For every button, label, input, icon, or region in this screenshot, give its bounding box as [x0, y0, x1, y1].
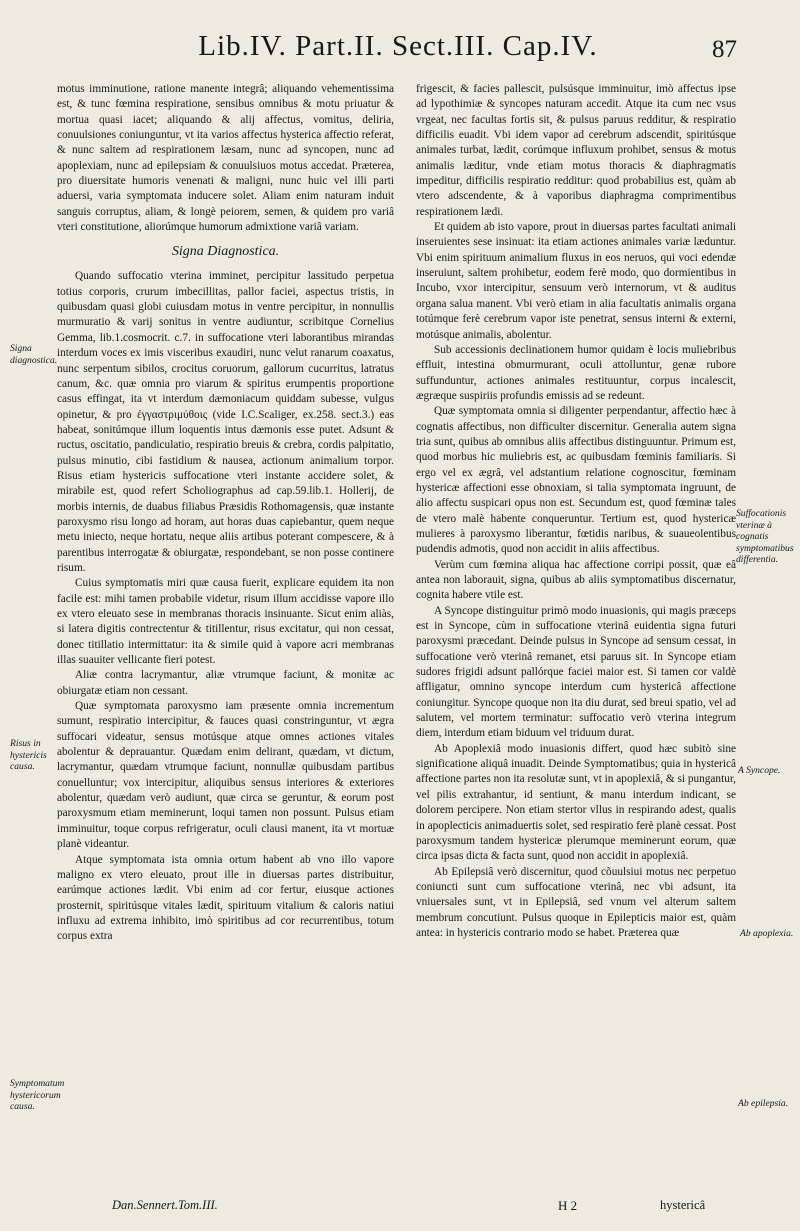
left-column [57, 82, 394, 945]
right-paragraph-4: Quæ symptomata omnia si diligenter perpendantur, affectio hæc à cognatis affectibus, non difficulter discernitur. Generalia autem signa tria sunt, quibus ab omnibus aliis affectibus distinguuntur. Primum est, quod morbus hic muliebris est, ac quibusdam fœminis familiaris. Si ergo vel ex ægrâ, vel adstantium relatione cognoscitur, fœminam hystericæ affectioni esse obnoxiam, si talia symptomata ingruunt, de alio affectu suspicari opus non est. Secundum est, quod fœminæ tales de vtero malè habente conqueruntur. Tertium est, quod hystericæ mulieres à paroxysmo liberantur, fœtidis naribus, & suaueolentibus pudendis admotis, quod non accidit in aliis affectibus. [416, 405, 736, 556]
margin-note-signa-diagnostica: Signa diagnostica. [10, 343, 58, 366]
margin-note-ab-epilepsia: Ab epilepsia. [738, 1098, 789, 1109]
left-paragraph-4: Aliæ contra lacrymantur, aliæ vtrumque faciunt, & monitæ ac obiurgatæ etiam non cessant. [57, 669, 394, 697]
right-paragraph-5: Verùm cum fœmina aliqua hac affectione corripi possit, quæ eâ antea non laborauit, signa, quibus ab aliis symptomatibus discernatur, cognita habere vtile est. [416, 558, 736, 602]
right-paragraph-6: A Syncope distinguitur primò modo inuasionis, qui magis præceps est in Syncope, cùm in suffocatione vterinâ euidentia signa futuri paroxysmi præcedant. Deinde pulsus in Syncope ad sensum cessat, in suffocatione verò vterinâ remanet, etsi paruus sit. In Syncope etiam sudores frigidi adsunt pallórque faciei maior est. Si tamen cor valdè affligatur, omnino syncope interdum cum hystericâ affectione coniungitur. Syncope quoque non ita diu durat, sed breui spatio, vel ad salutem, vel mortem terminatur: suffocatio verò vterina integrum diem, interdum etiam biduum vel triduum durat. [416, 604, 736, 740]
running-title: Lib.IV. Part.II. Sect.III. Cap.IV. [198, 30, 598, 62]
margin-note-risus-causa: Risus in hystericis causa. [10, 738, 47, 772]
margin-note-a-syncope: A Syncope. [738, 765, 781, 776]
margin-note-suffocationis-differentia: Suffocationis vterinæ à cognatis symptomatibus differentia. [736, 508, 794, 565]
margin-note-symptomatum-causa: Symptomatum hystericorum causa. [10, 1078, 65, 1112]
section-heading: Signa Diagnostica. [171, 244, 280, 260]
right-paragraph-3: Sub accessionis declinationem humor quidam è locis muliebribus effluit, intestina obmurmurant, oculi attolluntur, genæ rubore suffunduntur, actiones animales restituuntur, corpus incalescit, ægræque suspiriis profundis emissis ad se redeunt. [416, 343, 736, 402]
right-paragraph-8: Ab Epilepsiâ verò discernitur, quod cõuulsiui motus nec perpetuo coniuncti sunt cum suffocatione vterinâ, nec vbi adsunt, ita vniuersales sunt, vt in Epilepsiâ, sed vnum vel alterum saltem membrum concutiunt. Pulsus quoque in Epilepticis maior est, quàm antea: in hystericis contrario modo se habet. Præterea quæ [416, 865, 736, 939]
footer-signature: H 2 [558, 1198, 578, 1213]
left-paragraph-3: Cuius symptomatis miri quæ causa fuerit, explicare equidem ita non facile est: mihi tamen probabile videtur, risum illum accidisse vapore illo ex vtero eleuato sese in membranas thoracis insinuante. Sicut enim aliàs, si latera digitis contrectentur & titillentur, risus excitatur, qui non cessat, donec titillatio intermittatur: ita & simile quid à vapore acri membranas illas suauiter vellicante fieri potest. [57, 577, 394, 667]
right-paragraph-1: frigescit, & facies pallescit, pulsúsque imminuitur, imò affectus ipse ad lypothimiæ & syncopes naturam accedit. Atque ita cum nec vsus vrgeat, nec facultas fortis sit, & pulsus paruus redditur, & respiratio difficilis euadit. Vbi idem vapor ad cerebrum adscendit, spiritúsque animales turbat, lædit, corúmque influxum prohibet, sensus & motus animalis læditur, vnde etiam motus thoracis & diaphragmatis impeditur, difficilis respiratio redditur: quod probabilius est, quàm ab vtero adscendente, & à vaporibus diaphragma comprimentibus respirationem lædi. [416, 83, 736, 218]
left-paragraph-6: Atque symptomata ista omnia ortum habent ab vno illo vapore maligno ex vtero eleuato, prout ille in diuersas partes distribuitur, earúmque actiones lædit. Vbi enim ad cor fertur, eiusque actiones prosternit, spiritúsque vitales lædit, spirituum vitalium & caloris natiui influxu ad extrema inhibito, imò spiritibus ad cor recurrentibus, totum corpus extra [57, 853, 394, 943]
footer-catchword: hystericâ [660, 1198, 706, 1212]
margin-note-ab-apoplexia: Ab apoplexia. [740, 928, 794, 939]
left-paragraph-1: motus imminutione, ratione manente integrâ; aliquando vehementissima est, & tunc fœmina respiratione, sensibus omnibus & motu priuatur & mortua quasi iacet; aliquando & alij affectus, vomitus, deliria, conuulsiones coniunguntur, vt ita varios affectus hysterica affectio referat, & nunc saltem ad respirationem læsam, nunc ad syncopen, nunc ad apoplexiam, nunc ad epilepsiam & conuulsiuos motus accedat. Præterea, pro diuersitate humoris venenati & maligni, nunc huic vel illi parti aduersi, varia symptomata inducere solet. Aliam enim naturam induit sanguis corruptus, aliam, & longè peiorem, semen, & quidem pro variâ vteri constitutione, aliorúmque humorum admixtione variâ variam. [57, 83, 394, 234]
left-paragraph-5: Quæ symptomata paroxysmo iam præsente omnia incrementum sumunt, respiratio intercipitur, & fauces quasi constringuntur, vt ægra suffocari videatur, sensus motúsque atque omnes actiones vitales abolentur & deprauantur. Quædam enim delirant, quædam, vt dictum, lacrymantur, quædam vtrumque faciunt, nonnullæ quibusdam partibus conuelluntur; vox intercipitur, aliquibus sensus interiores & exteriores abolentur, quædam verò audiunt, quæ circa se geruntur, & eorum post paroxysmum etiam meminerunt, loqui tamen non possunt. Pulsus etiam imminuitur, toque corpus refrigeratur, oculi clausi manent, ita vt mortuæ planè videantur. [57, 700, 394, 851]
footer-author-volume: Dan.Sennert.Tom.III. [112, 1198, 218, 1212]
right-paragraph-7: Ab Apoplexiâ modo inuasionis differt, quod hæc subitò sine significatione aliquâ inuadit. Deinde Symptomatibus; quia in hystericâ affectione partes non ita resolutæ sunt, vt in apoplexiâ, & si pungantur, vel pilis extrahantur, id sentiunt, & manu interdum indicant, se dolorem percipere. Non etiam stertor vllus in respirando adest, qualis in apoplecticis animaduertis solet, sed respiratio ferè planè cessat. Post paroxysmum tandem hystericæ plerumque meminerunt eorum, quæ circa ipsas dicta & facta sunt, quod non accidit in apoplexiâ. [416, 742, 736, 863]
right-column [416, 82, 736, 941]
right-paragraph-2: Et quidem ab isto vapore, prout in diuersas partes facultati animali inseruientes sese insinuat: ita etiam actiones animales variæ læduntur. Vbi enim spirituum animalium fluxus in eos neruos, qui voci edendæ inseruiunt, saltem prohibetur, eodem ferè modo, quo dormientibus in Incubo, vxor intercipitur, sensuum verò internorum, vt & auditus organa salua manent. Vbi verò etiam in alia facultatis animalis organa totúmque ferè cerebrum vapor iste penetrat, sensus interni & externi, motúsque animalis, abolentur. [416, 221, 736, 341]
page-number: 87 [712, 36, 737, 63]
left-paragraph-2: Quando suffocatio vterina imminet, percipitur lassitudo perpetua totius corporis, crurum imbecillitas, pallor faciei, aspectus tristis, in quibusdam quasi globi cuiusdam motus in ventre percipitur, in nonnullis murmuratio & varij sonitus in ventre audiuntur, scribitque Cornelius Gemma, lib.1.cosmocrit. c.7. in suffocatione vteri laborantibus mirandas interdum voces ex imis visceribus exaudiri, nunc velut ranarum coaxatus, nunc serpentum sibilos, crocitus coruorum, gallorum cucurritus, latratus canum, &c. quæ omnia pro viarum & spiritus erumpentis proportione casus effingat, ita vt interdum dæmoniacum quiddam subesse, vulgus opinetur, & pro ἐγγαστριμύθοις (vide I.C.Scaliger, ex.258. sect.3.) eas habeat, sonitúmque illum loquentis intus dæmonis esse putet. Adsunt & ructus, oscitatio, pandiculatio, respiratio breuis & crebra, cordis palpitatio, pulsus minutio, cibi fastidium & nausea, actionum animalium torpor. Risus etiam hystericis suffocatione vteri instante accidere solet, & mirabile est, quod refert Scholiographus ad cap.59.lib.1. Hollerij, de morbis internis, de duabus filiabus Præsidis Rothomagensis, quæ instante paroxysmo risu longo ad horam, aut horas duas capiebantur, quem neque metu iniecto, neque hortatu, neque aliis artibus poterant compescere, & à parentibus interrogatæ & obiurgatæ, respondebant, se non posse continere risum. [57, 270, 394, 574]
